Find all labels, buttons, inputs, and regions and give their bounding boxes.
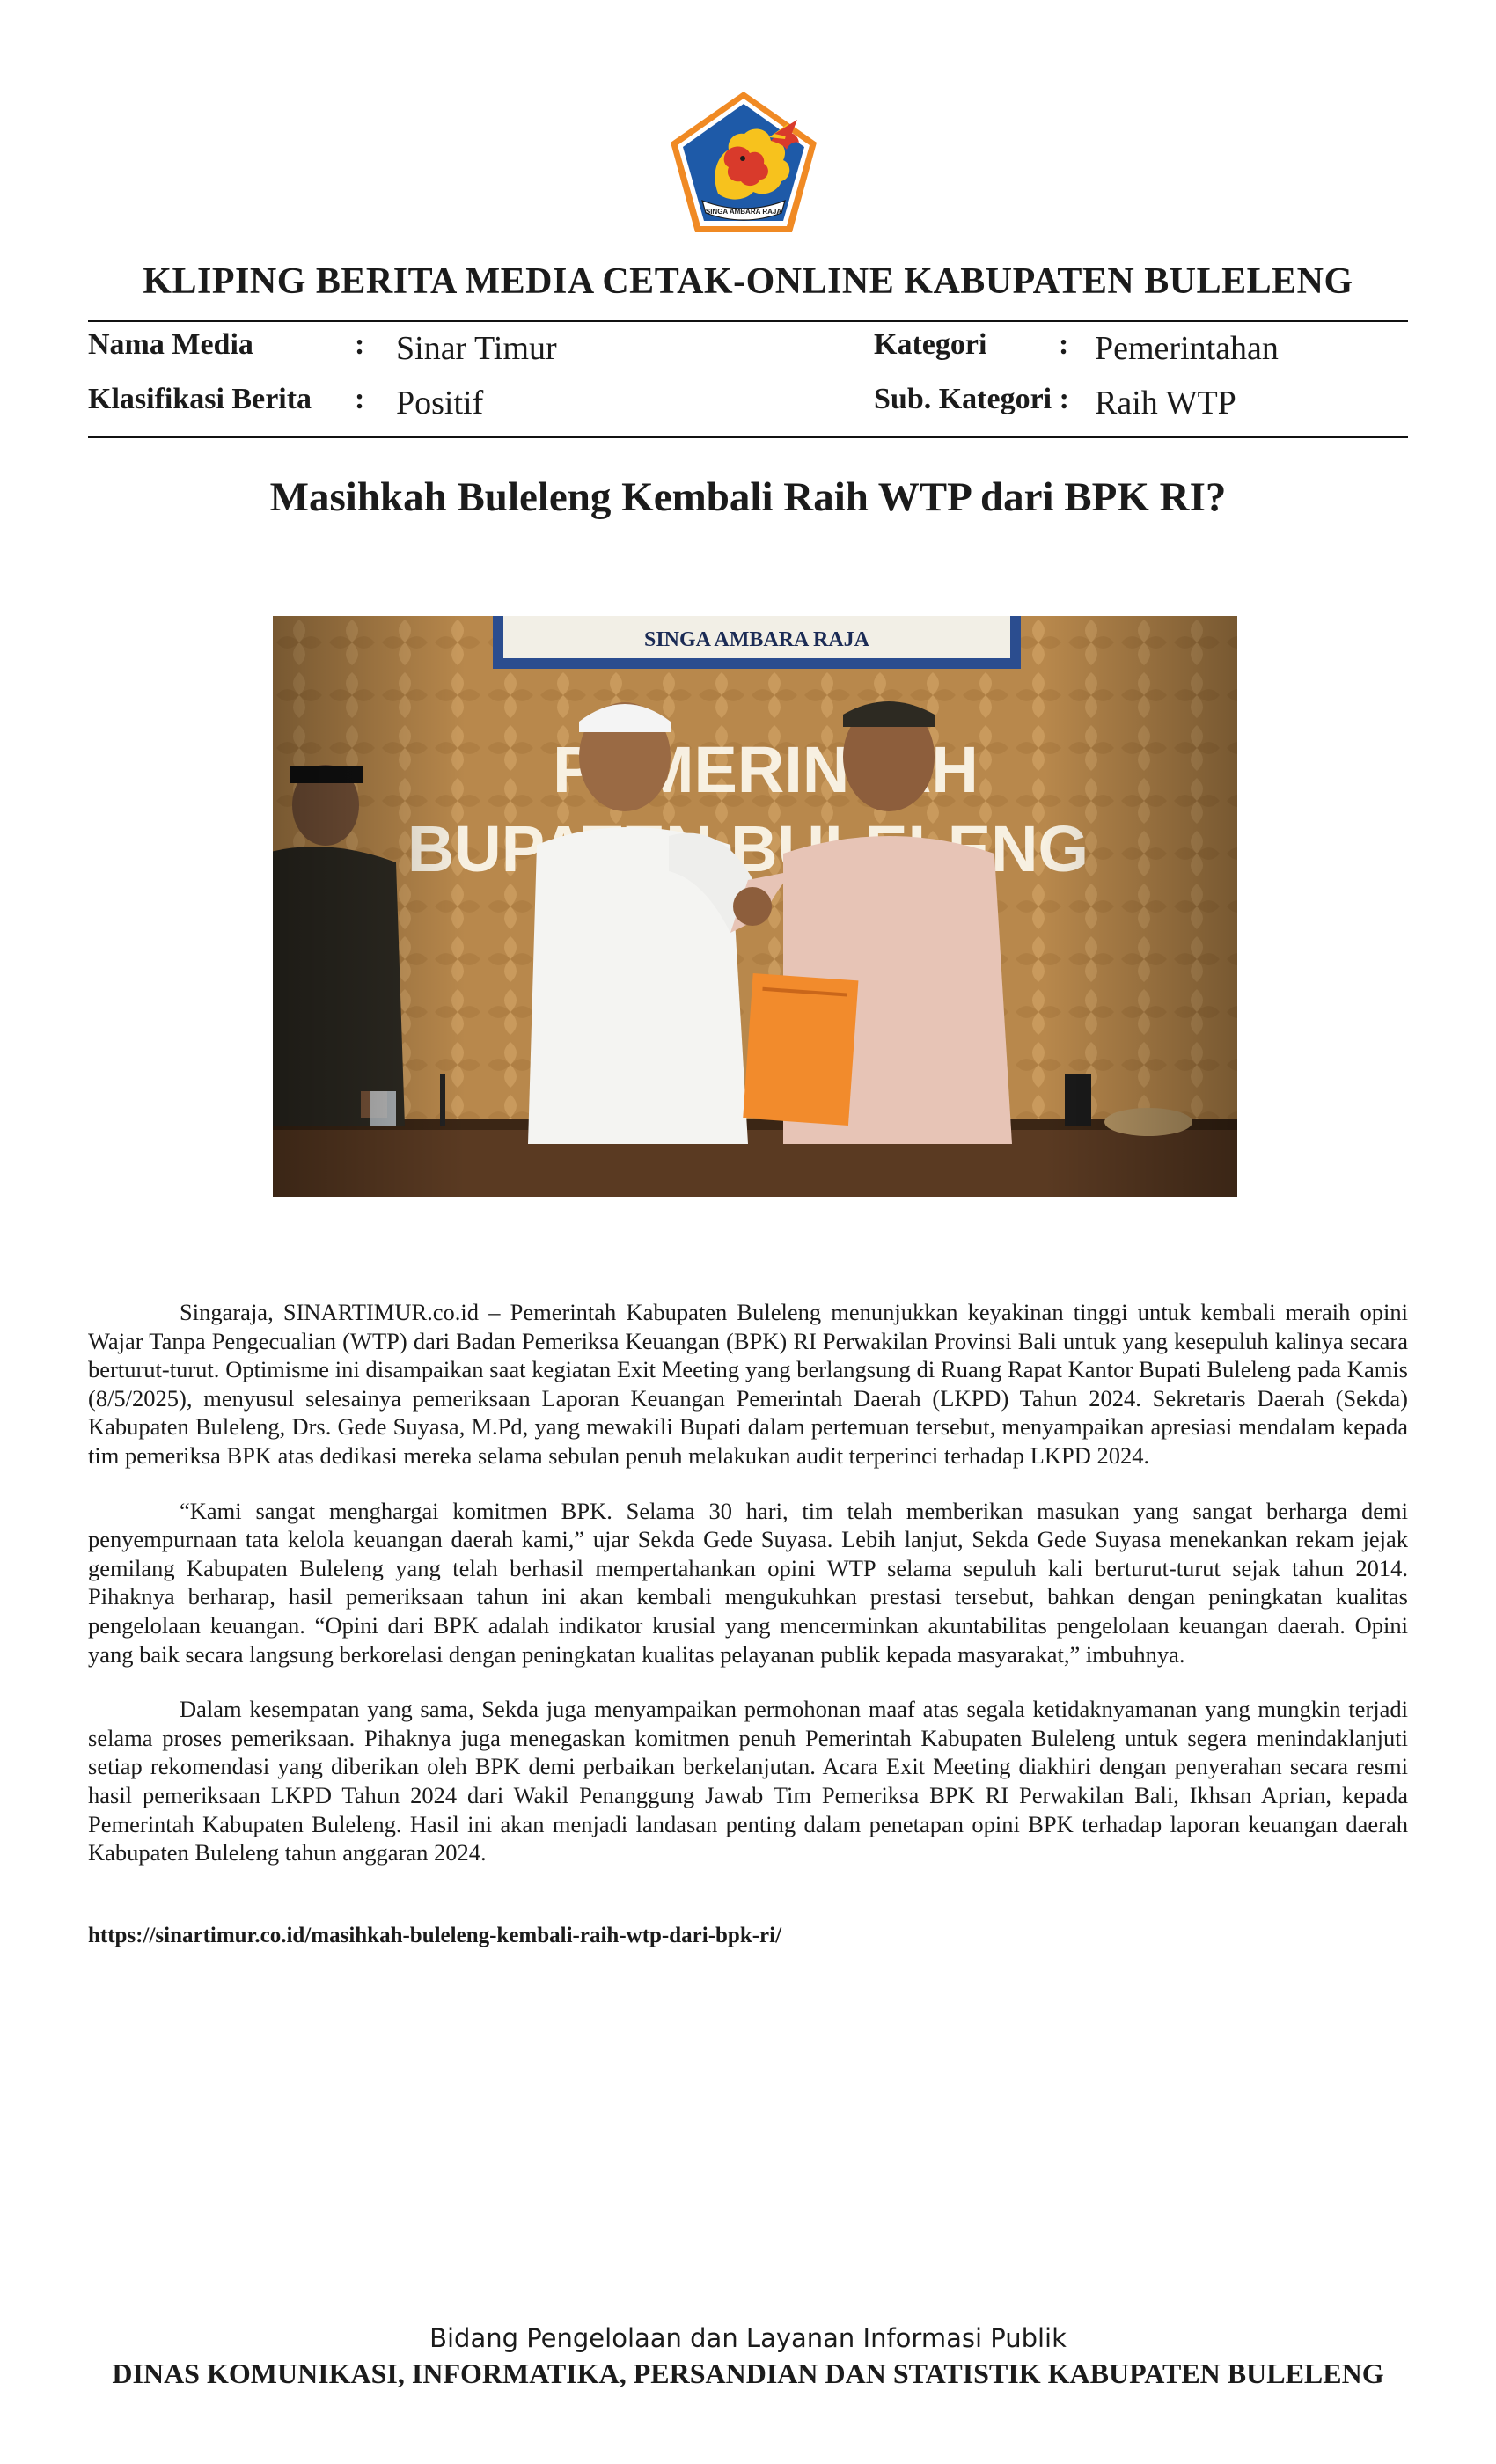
subcategory-label: Sub. Kategori :	[874, 383, 1069, 415]
footer-agency: DINAS KOMUNIKASI, INFORMATIKA, PERSANDIAN DAN STATISTIK KABUPATEN BULELENG	[112, 2358, 1384, 2389]
media-name-colon: :	[355, 328, 365, 361]
classification-label: Klasifikasi Berita	[88, 383, 312, 415]
media-name-label: Nama Media	[88, 328, 253, 361]
media-name-value: Sinar Timur	[396, 330, 557, 367]
source-url-link[interactable]: https://sinartimur.co.id/masihkah-buleleng-kembali-raih-wtp-dari-bpk-ri/	[88, 1924, 782, 1947]
article-photo-illustration	[273, 616, 1237, 1197]
article-photo	[273, 616, 1237, 1197]
article-paragraph-3: Dalam kesempatan yang sama, Sekda juga menyampaikan permohonan maaf atas segala ketidaknyamanan yang mungkin terjadi selama proses pemeriksaan. Pihaknya juga menegaskan komitmen penuh Pemerintah Kabupaten Buleleng untuk segera menindaklanjuti setiap rekomendasi yang diberikan oleh BPK demi perbaikan berkelanjutan. Acara Exit Meeting diakhiri dengan penyerahan secara resmi hasil pemeriksaan LKPD Tahun 2024 dari Wakil Penanggung Jawab Tim Pemeriksa BPK RI Perwakilan Bali, Ikhsan Aprian, kepada Pemerintah Kabupaten Buleleng. Hasil ini akan menjadi landasan penting dalam penetapan opini BPK terhadap laporan keuangan daerah Kabupaten Buleleng tahun anggaran 2024.	[88, 1696, 1408, 1866]
clipping-title: KLIPING BERITA MEDIA CETAK-ONLINE KABUPATEN BULELENG	[143, 261, 1353, 302]
singa-ambara-raja-emblem-icon	[665, 88, 822, 238]
category-label: Kategori	[874, 328, 987, 361]
logo-motto: SINGA AMBARA RAJA	[705, 208, 782, 216]
subcategory-value: Raih WTP	[1095, 385, 1236, 422]
article-title: Masihkah Buleleng Kembali Raih WTP dari BPK RI?	[269, 474, 1227, 520]
category-colon: :	[1059, 328, 1069, 361]
article-body	[88, 1298, 1408, 1894]
regency-logo	[665, 88, 822, 238]
classification-colon: :	[355, 383, 365, 415]
article-paragraph-1: Singaraja, SINARTIMUR.co.id – Pemerintah Kabupaten Buleleng menunjukkan keyakinan tinggi untuk kembali meraih opini Wajar Tanpa Pengecualian (WTP) dari Badan Pemeriksa Keuangan (BPK) RI Perwakilan Provinsi Bali untuk yang kesepuluh kalinya secara berturut-turut. Optimisme ini disampaikan saat kegiatan Exit Meeting yang berlangsung di Ruang Rapat Kantor Bupati Buleleng pada Kamis (8/5/2025), menyusul selesainya pemeriksaan Laporan Keuangan Pemerintah Daerah (LKPD) Tahun 2024. Sekretaris Daerah (Sekda) Kabupaten Buleleng, Drs. Gede Suyasa, M.Pd, yang mewakili Bupati dalam pertemuan tersebut, menyampaikan apresiasi mendalam kepada tim pemeriksa BPK atas dedikasi mereka selama sebulan penuh melakukan audit terperinci terhadap LKPD 2024.	[88, 1299, 1408, 1469]
category-value: Pemerintahan	[1095, 330, 1279, 367]
header-divider-bottom	[88, 436, 1408, 438]
classification-value: Positif	[396, 385, 484, 422]
footer-division: Bidang Pengelolaan dan Layanan Informasi Publik	[429, 2323, 1067, 2353]
header-divider-top	[88, 320, 1408, 322]
article-paragraph-2: “Kami sangat menghargai komitmen BPK. Selama 30 hari, tim telah memberikan masukan yang sangat berharga demi penyempurnaan tata kelola keuangan daerah kami,” ujar Sekda Gede Suyasa. Lebih lanjut, Sekda Gede Suyasa menekankan rekam jejak gemilang Kabupaten Buleleng yang telah berhasil mempertahankan opini WTP selama sepuluh kali berturut-turut sejak tahun 2014. Pihaknya berharap, hasil pemeriksaan tahun ini akan kembali mengukuhkan prestasi tersebut, bahkan dengan peningkatan kualitas pengelolaan keuangan. “Opini dari BPK adalah indikator krusial yang mencerminkan akuntabilitas pengelolaan keuangan daerah. Opini yang baik secara langsung berkorelasi dengan peningkatan kualitas pelayanan publik kepada masyarakat,” imbuhnya.	[88, 1497, 1408, 1668]
